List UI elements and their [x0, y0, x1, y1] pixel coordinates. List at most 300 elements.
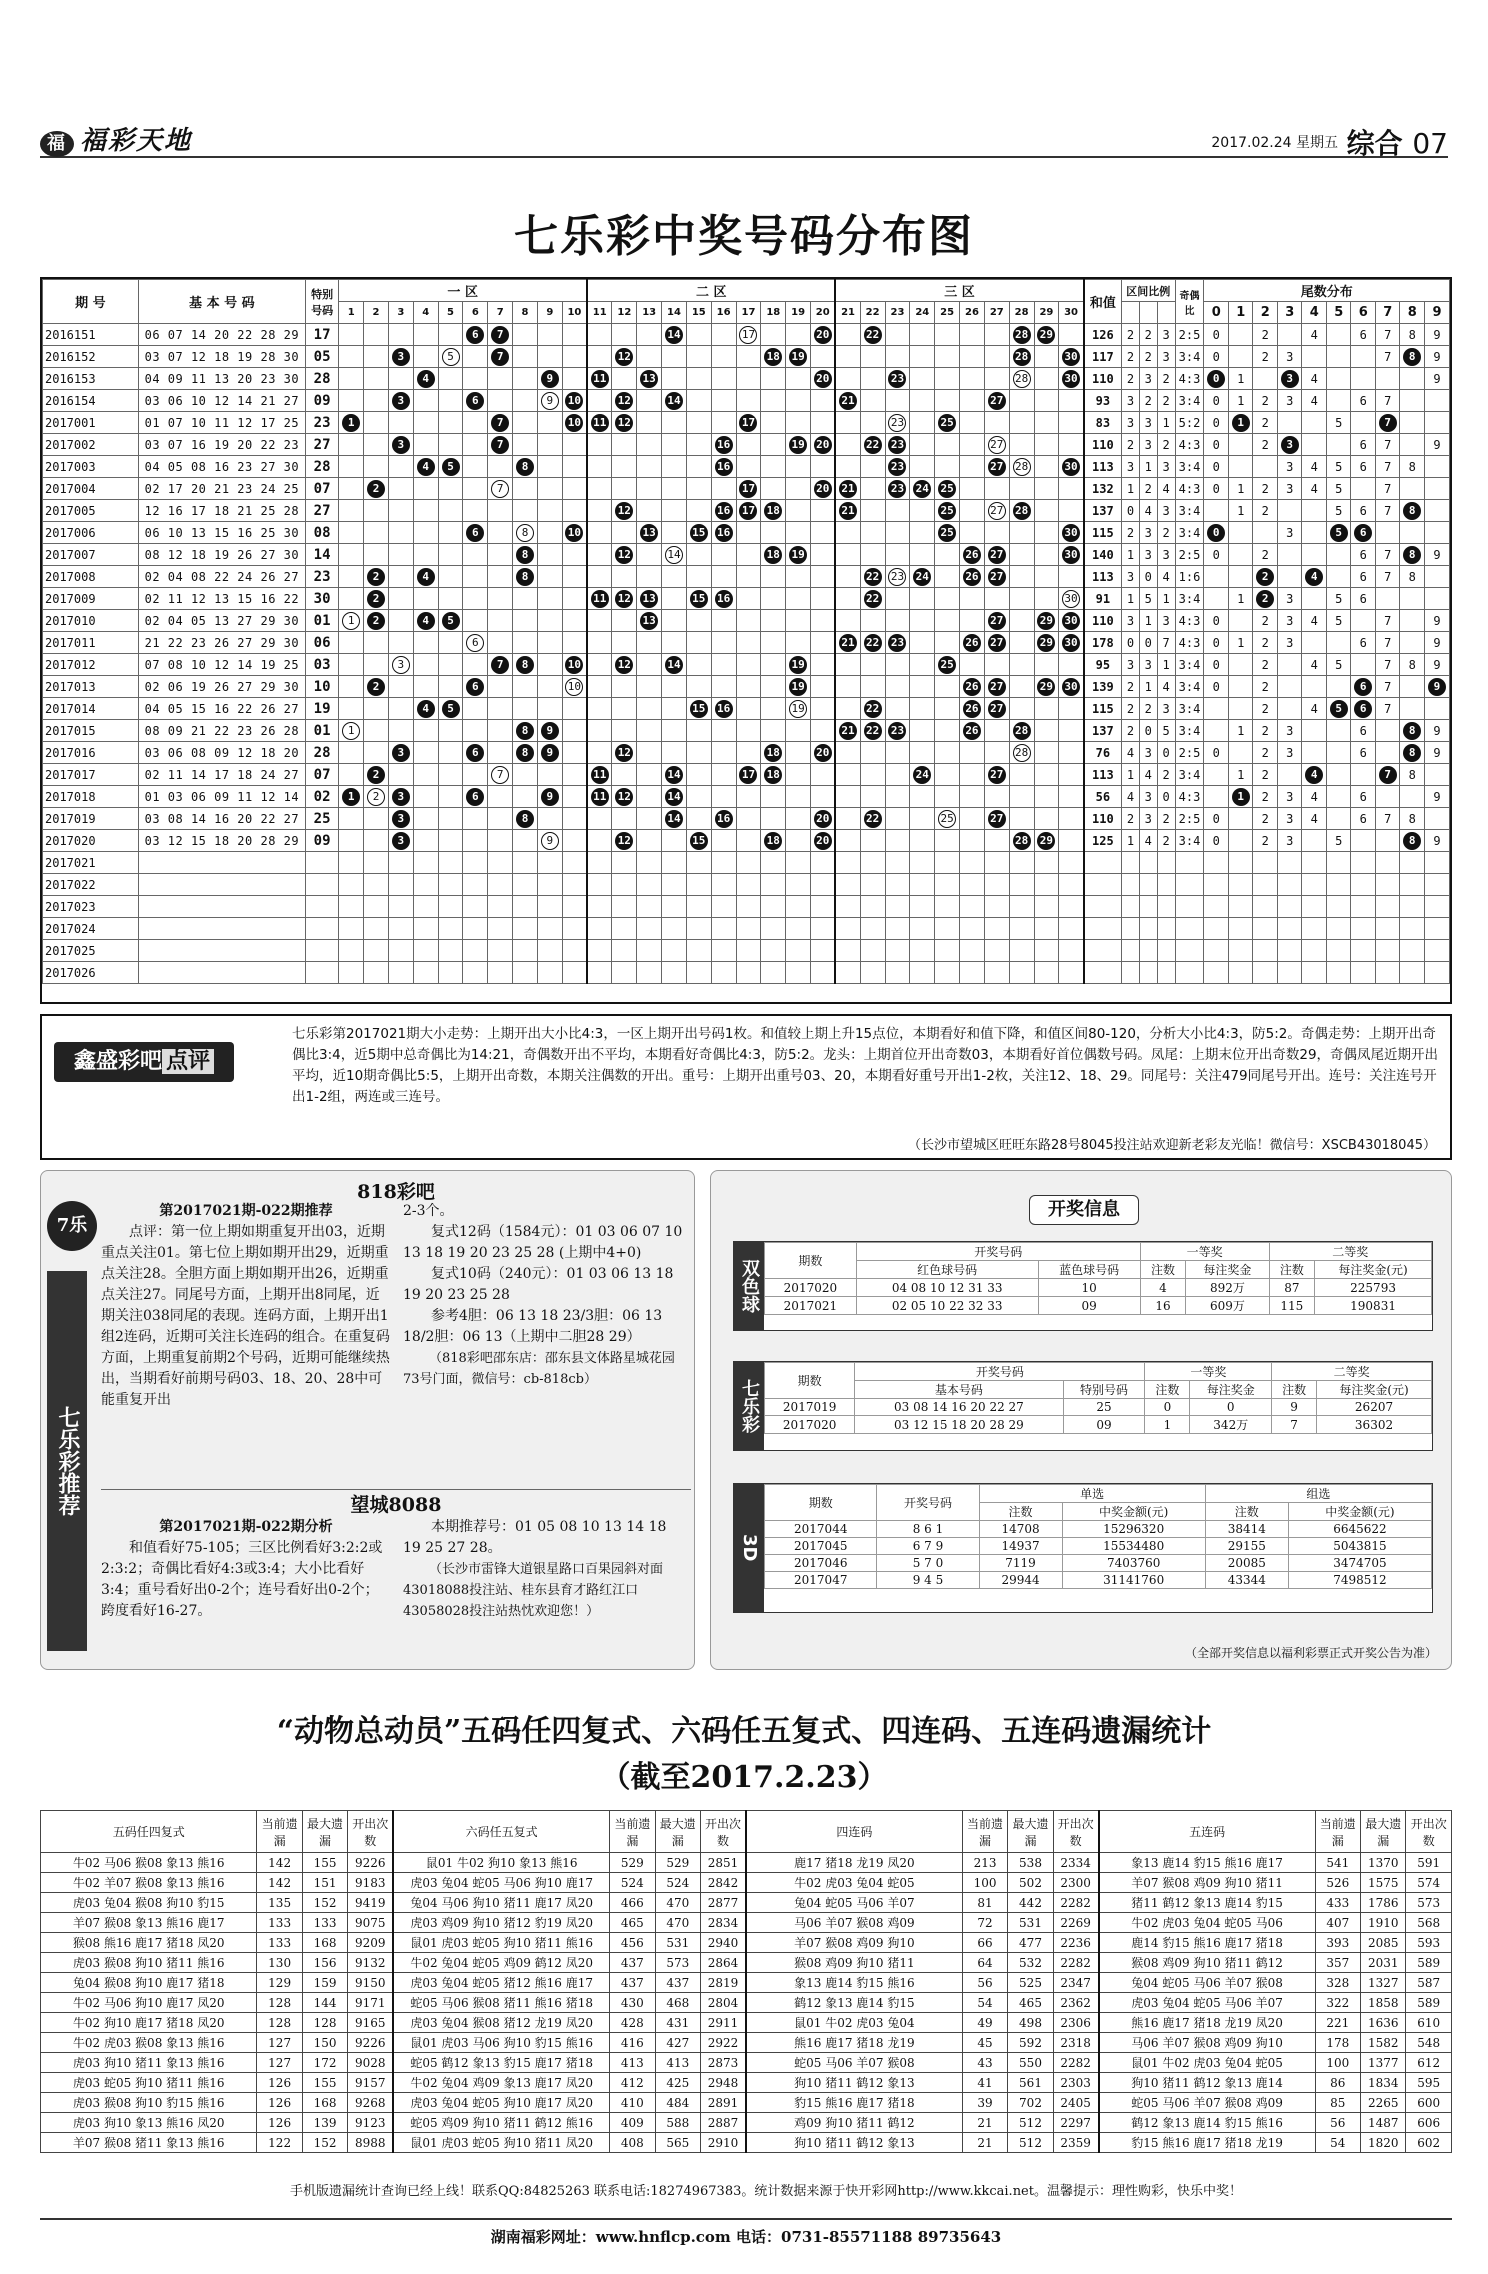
grid-period: 2016154	[43, 390, 139, 412]
drawn-ball: 8	[516, 568, 534, 586]
grid-cell	[960, 962, 985, 984]
grid-cell	[1034, 786, 1059, 808]
grid-cell	[612, 654, 637, 676]
grid-cell	[811, 940, 836, 962]
review-badge	[54, 1042, 234, 1082]
grid-cell	[910, 566, 935, 588]
grid-cell	[339, 324, 364, 346]
stats-combo: 狗10 猪11 鹤12 象13	[746, 2133, 962, 2153]
grid-tail-cell	[1375, 522, 1400, 544]
stats-combo: 羊07 猴08 鸡09 狗10 猪11	[1099, 1873, 1315, 1893]
grid-tail-cell	[1400, 588, 1425, 610]
grid-cell	[860, 346, 885, 368]
grid-span-ratio: 3	[1157, 610, 1175, 632]
grid-cell	[835, 940, 860, 962]
ssq-row-cell: 225793	[1315, 1279, 1432, 1297]
grid-cell	[960, 830, 985, 852]
drawn-ball: 22	[864, 634, 882, 652]
grid-tail-cell: 3	[1277, 456, 1302, 478]
grid-span-ratio: 2	[1157, 434, 1175, 456]
grid-sum: 83	[1084, 412, 1122, 434]
stats-value: 587	[1406, 1973, 1452, 1993]
grid-cell	[984, 588, 1009, 610]
drawn-ball: 16	[715, 436, 733, 454]
grid-tail-cell	[1424, 390, 1449, 412]
stats-row	[41, 2013, 1452, 2033]
grid-h-number: 22	[860, 302, 885, 324]
grid-odd-even: 5:2	[1175, 412, 1204, 434]
drawn-ball: 29	[1037, 634, 1055, 652]
grid-cell	[761, 874, 786, 896]
grid-span-ratio	[1122, 962, 1140, 984]
grid-cell	[786, 940, 811, 962]
drawn-ball: 26	[963, 700, 981, 718]
special-ball: 3	[392, 656, 410, 674]
stats-value: 465	[1008, 1993, 1053, 2013]
grid-sum: 110	[1084, 610, 1122, 632]
grid-span-ratio: 2	[1122, 324, 1140, 346]
grid-tail-cell	[1424, 918, 1449, 940]
grid-cell	[835, 346, 860, 368]
drawn-ball: 3	[392, 348, 410, 366]
grid-cell	[984, 434, 1009, 456]
grid-cell	[736, 324, 761, 346]
grid-tail-cell: 4	[1302, 478, 1327, 500]
grid-cell	[388, 544, 413, 566]
grid-cell	[786, 896, 811, 918]
stats-value: 2306	[1053, 2013, 1098, 2033]
grid-cell	[537, 390, 562, 412]
grid-cell	[761, 676, 786, 698]
grid-special-number: 25	[305, 808, 338, 830]
grid-cell	[761, 896, 786, 918]
grid-cell	[686, 808, 711, 830]
grid-cell	[537, 456, 562, 478]
stats-value: 100	[962, 1873, 1007, 1893]
grid-cell	[388, 698, 413, 720]
grid-cell	[438, 808, 463, 830]
grid-cell	[984, 324, 1009, 346]
grid-cell	[786, 610, 811, 632]
grid-cell	[662, 522, 687, 544]
grid-tail-cell: 5	[1326, 610, 1351, 632]
stats-combo: 熊16 鹿17 猪18 龙19	[746, 2033, 962, 2053]
grid-cell	[364, 588, 389, 610]
grid-span-ratio: 1	[1122, 588, 1140, 610]
tail-repeat-marker: 5	[1330, 700, 1348, 718]
grid-cell	[686, 346, 711, 368]
drawn-ball: 3	[392, 788, 410, 806]
stats-value: 610	[1406, 2013, 1452, 2033]
grid-tail-cell: 2	[1253, 830, 1278, 852]
grid-h-tail-digit: 7	[1375, 302, 1400, 324]
stats-value: 1377	[1361, 2053, 1406, 2073]
grid-odd-even: 3:4	[1175, 390, 1204, 412]
drawn-ball: 12	[615, 744, 633, 762]
grid-row	[43, 346, 1450, 368]
grid-cell	[662, 808, 687, 830]
grid-cell	[513, 654, 538, 676]
stats-combo: 虎03 兔04 猴08 猪12 龙19 凤20	[393, 2013, 609, 2033]
grid-cell	[438, 566, 463, 588]
grid-cell	[562, 896, 587, 918]
grid-cell	[438, 874, 463, 896]
grid-cell	[811, 412, 836, 434]
grid-tail-cell: 1	[1228, 500, 1253, 522]
grid-cell	[463, 478, 488, 500]
grid-tail-cell	[1400, 676, 1425, 698]
grid-cell	[339, 566, 364, 588]
grid-basic-numbers: 01 07 10 11 12 17 25	[138, 412, 305, 434]
drawn-ball: 4	[417, 458, 435, 476]
stats-combo: 猴08 鸡09 狗10 猪11 鹤12	[1099, 1953, 1315, 1973]
grid-cell	[811, 764, 836, 786]
qlc-row-cell: 0	[1145, 1399, 1190, 1416]
grid-cell	[388, 588, 413, 610]
grid-cell	[537, 808, 562, 830]
tail-repeat-marker: 8	[1403, 502, 1421, 520]
grid-cell	[662, 390, 687, 412]
grid-cell	[662, 698, 687, 720]
grid-cell	[960, 478, 985, 500]
grid-tail-cell	[1400, 368, 1425, 390]
grid-tail-cell	[1277, 412, 1302, 434]
stats-combo: 牛02 羊07 猴08 象13 熊16	[41, 1873, 257, 1893]
grid-cell	[984, 896, 1009, 918]
d3-table	[764, 1484, 1432, 1589]
grid-tail-cell	[1424, 456, 1449, 478]
grid-h-number: 16	[711, 302, 736, 324]
grid-cell	[711, 610, 736, 632]
grid-tail-cell	[1375, 874, 1400, 896]
grid-tail-cell	[1400, 390, 1425, 412]
grid-basic-numbers: 07 08 10 12 14 19 25	[138, 654, 305, 676]
grid-h-span-cell	[1157, 302, 1175, 324]
stats-value: 85	[1315, 2093, 1360, 2113]
grid-cell	[413, 346, 438, 368]
grid-cell	[637, 654, 662, 676]
grid-basic-numbers: 02 11 14 17 18 24 27	[138, 764, 305, 786]
stats-value: 126	[257, 2113, 302, 2133]
stats-combo: 羊07 猴08 象13 熊16 鹿17	[41, 1913, 257, 1933]
grid-special-number: 08	[305, 522, 338, 544]
rec-818-address: （818彩吧邵东店：邵东县文体路星城花园73号门面，微信号：cb-818cb）	[403, 1351, 675, 1387]
grid-cell	[835, 896, 860, 918]
grid-cell	[562, 786, 587, 808]
stats-value: 573	[1406, 1893, 1452, 1913]
grid-tail-cell: 3	[1277, 830, 1302, 852]
grid-cell	[463, 390, 488, 412]
grid-odd-even: 4:3	[1175, 632, 1204, 654]
grid-cell	[835, 742, 860, 764]
grid-cell	[910, 764, 935, 786]
grid-cell	[736, 808, 761, 830]
grid-cell	[935, 896, 960, 918]
review-footnote: （长沙市望城区旺旺东路28号8045投注站欢迎新老彩友光临！微信号：XSCB43018045）	[908, 1138, 1436, 1153]
grid-cell	[364, 478, 389, 500]
qlc-row-cell: 2017020	[765, 1416, 855, 1434]
grid-cell	[811, 720, 836, 742]
grid-cell	[1034, 346, 1059, 368]
grid-cell	[885, 412, 910, 434]
ssq-h-second: 二等奖	[1269, 1243, 1431, 1261]
qlc-row-cell: 9	[1272, 1399, 1317, 1416]
grid-tail-cell: 9	[1424, 720, 1449, 742]
grid-cell	[537, 698, 562, 720]
grid-tail-cell: 4	[1302, 698, 1327, 720]
grid-tail-cell: 7	[1375, 698, 1400, 720]
grid-span-ratio	[1139, 962, 1157, 984]
grid-span-ratio	[1139, 852, 1157, 874]
qlc-row-cell: 26207	[1317, 1399, 1432, 1416]
drawn-ball: 14	[665, 656, 683, 674]
grid-tail-cell	[1375, 742, 1400, 764]
grid-tail-cell	[1302, 676, 1327, 698]
stats-value: 477	[1008, 1933, 1053, 1953]
grid-cell	[1009, 786, 1034, 808]
drawn-ball: 6	[466, 524, 484, 542]
grid-cell	[537, 786, 562, 808]
grid-tail-cell	[1400, 412, 1425, 434]
grid-cell	[1059, 632, 1084, 654]
grid-sum: 117	[1084, 346, 1122, 368]
grid-cell	[513, 962, 538, 984]
grid-h-number: 25	[935, 302, 960, 324]
d3-h-amt2: 中奖金额(元)	[1288, 1503, 1431, 1521]
grid-cell	[711, 676, 736, 698]
stats-value: 2297	[1053, 2113, 1098, 2133]
drawn-ball: 14	[665, 392, 683, 410]
stats-combo: 虎03 狗10 象13 熊16 凤20	[41, 2113, 257, 2133]
grid-cell	[885, 588, 910, 610]
grid-cell	[562, 412, 587, 434]
stats-value: 9183	[348, 1873, 393, 1893]
grid-tail-cell	[1424, 522, 1449, 544]
drawn-ball: 19	[789, 678, 807, 696]
grid-cell	[761, 324, 786, 346]
stats-value: 2405	[1053, 2093, 1098, 2113]
grid-tail-cell	[1204, 962, 1229, 984]
grid-cell	[339, 720, 364, 742]
grid-cell	[562, 808, 587, 830]
stats-value: 66	[962, 1933, 1007, 1953]
grid-tail-cell	[1424, 412, 1449, 434]
grid-cell	[860, 324, 885, 346]
grid-cell	[711, 324, 736, 346]
grid-cell	[587, 698, 612, 720]
stats-value: 150	[302, 2033, 347, 2053]
d3-row-cell: 2017044	[765, 1521, 877, 1538]
grid-period: 2017014	[43, 698, 139, 720]
grid-cell	[438, 632, 463, 654]
drawn-ball: 23	[888, 722, 906, 740]
grid-basic-numbers: 02 11 12 13 15 16 22	[138, 588, 305, 610]
stats-value: 9171	[348, 1993, 393, 2013]
grid-cell	[811, 544, 836, 566]
grid-tail-cell: 6	[1351, 544, 1376, 566]
grid-tail-cell: 4	[1302, 610, 1327, 632]
grid-row	[43, 500, 1450, 522]
ssq-row-cell: 16	[1140, 1297, 1186, 1315]
drawn-ball: 28	[1013, 326, 1031, 344]
d3-row-cell: 43344	[1205, 1572, 1288, 1589]
section-label	[1347, 122, 1448, 162]
grid-tail-cell	[1326, 544, 1351, 566]
grid-h-number: 12	[612, 302, 637, 324]
grid-cell	[835, 808, 860, 830]
d3-row-cell: 29944	[979, 1572, 1062, 1589]
grid-span-ratio: 2	[1157, 390, 1175, 412]
drawn-ball: 5	[442, 612, 460, 630]
rec-heading-8088-text: 望城8088	[350, 1494, 442, 1516]
grid-cell	[388, 874, 413, 896]
special-ball: 23	[888, 568, 906, 586]
ssq-row-cell: 2017020	[765, 1279, 857, 1297]
grid-cell	[1009, 390, 1034, 412]
drawn-ball: 14	[665, 810, 683, 828]
drawn-ball: 19	[789, 656, 807, 674]
grid-tail-cell	[1277, 434, 1302, 456]
grid-cell	[960, 940, 985, 962]
grid-basic-numbers: 12 16 17 18 21 25 28	[138, 500, 305, 522]
grid-cell	[910, 896, 935, 918]
stats-value: 565	[655, 2133, 700, 2153]
grid-cell	[662, 874, 687, 896]
stats-row	[41, 1873, 1452, 1893]
drawn-ball: 27	[988, 392, 1006, 410]
stats-value: 133	[302, 1913, 347, 1933]
grid-cell	[339, 962, 364, 984]
stats-value: 2085	[1361, 1933, 1406, 1953]
grid-cell	[835, 456, 860, 478]
d3-row-cell: 3474705	[1288, 1555, 1431, 1572]
grid-tail-cell	[1277, 874, 1302, 896]
d3-h-single: 单选	[979, 1485, 1205, 1503]
grid-cell	[637, 698, 662, 720]
grid-cell	[1009, 544, 1034, 566]
grid-cell	[612, 786, 637, 808]
grid-cell	[438, 412, 463, 434]
grid-cell	[984, 852, 1009, 874]
grid-row	[43, 588, 1450, 610]
special-ball: 27	[988, 502, 1006, 520]
grid-cell	[711, 522, 736, 544]
grid-span-ratio: 0	[1122, 500, 1140, 522]
grid-cell	[910, 412, 935, 434]
grid-cell	[960, 610, 985, 632]
drawn-ball: 26	[963, 568, 981, 586]
stats-combo: 虎03 蛇05 狗10 猪11 熊16	[41, 2073, 257, 2093]
grid-cell	[711, 962, 736, 984]
grid-tail-cell: 7	[1375, 544, 1400, 566]
grid-tail-cell	[1253, 896, 1278, 918]
tail-repeat-marker: 8	[1403, 348, 1421, 366]
drawn-ball: 10	[565, 414, 583, 432]
grid-cell	[562, 456, 587, 478]
drawn-ball: 8	[516, 810, 534, 828]
grid-cell	[438, 742, 463, 764]
grid-cell	[885, 566, 910, 588]
stats-combo: 蛇05 马06 猴08 猪11 熊16 猪18	[393, 1993, 609, 2013]
d3-h-issue: 期数	[765, 1485, 877, 1521]
grid-cell	[885, 522, 910, 544]
grid-tail-cell	[1204, 874, 1229, 896]
stats-value: 128	[302, 2013, 347, 2033]
grid-cell	[1009, 434, 1034, 456]
grid-cell	[736, 698, 761, 720]
grid-cell	[761, 390, 786, 412]
d3-h-num: 开奖号码	[877, 1485, 979, 1521]
stats-value: 21	[962, 2113, 1007, 2133]
grid-cell	[1059, 500, 1084, 522]
grid-cell	[811, 456, 836, 478]
grid-cell	[686, 434, 711, 456]
logo-icon: 福	[40, 131, 74, 157]
grid-cell	[811, 368, 836, 390]
grid-row	[43, 830, 1450, 852]
grid-tail-cell	[1326, 676, 1351, 698]
grid-cell	[835, 412, 860, 434]
grid-cell	[686, 478, 711, 500]
grid-cell	[885, 434, 910, 456]
drawn-ball: 8	[516, 546, 534, 564]
grid-tail-cell	[1253, 874, 1278, 896]
grid-cell	[835, 324, 860, 346]
grid-tail-cell	[1277, 896, 1302, 918]
grid-basic-numbers: 04 05 08 16 23 27 30	[138, 456, 305, 478]
drawn-ball: 12	[615, 590, 633, 608]
grid-cell	[885, 918, 910, 940]
grid-odd-even: 4:3	[1175, 478, 1204, 500]
grid-tail-cell: 5	[1326, 830, 1351, 852]
grid-cell	[662, 456, 687, 478]
drawn-ball: 22	[864, 568, 882, 586]
stats-combo: 鹿17 猪18 龙19 凤20	[746, 1853, 962, 1873]
grid-odd-even: 3:4	[1175, 522, 1204, 544]
grid-odd-even: 3:4	[1175, 346, 1204, 368]
drawn-ball: 2	[367, 766, 385, 784]
grid-tail-cell	[1277, 698, 1302, 720]
grid-cell	[811, 830, 836, 852]
grid-cell	[537, 896, 562, 918]
drawn-ball: 18	[764, 832, 782, 850]
grid-tail-cell	[1253, 962, 1278, 984]
stats-value: 135	[257, 1893, 302, 1913]
grid-tail-cell: 4	[1302, 390, 1327, 412]
grid-cell	[413, 390, 438, 412]
grid-cell	[711, 500, 736, 522]
stats-value: 213	[962, 1853, 1007, 1873]
grid-cell	[910, 434, 935, 456]
grid-h-number: 29	[1034, 302, 1059, 324]
grid-cell	[364, 566, 389, 588]
stats-value: 2877	[701, 1893, 746, 1913]
grid-tail-cell	[1228, 852, 1253, 874]
grid-cell	[438, 896, 463, 918]
grid-cell	[984, 456, 1009, 478]
ssq-row-cell: 892万	[1186, 1279, 1269, 1297]
grid-cell	[662, 346, 687, 368]
drawn-ball: 30	[1062, 458, 1080, 476]
grid-h-number: 28	[1009, 302, 1034, 324]
drawn-ball: 3	[392, 810, 410, 828]
grid-cell	[835, 368, 860, 390]
drawn-ball: 16	[715, 700, 733, 718]
stats-combo: 狗10 猪11 鹤12 象13 鹿14	[1099, 2073, 1315, 2093]
stats-h-cnt: 开出次数	[348, 1811, 393, 1853]
grid-tail-cell: 4	[1302, 368, 1327, 390]
grid-sum	[1084, 940, 1122, 962]
